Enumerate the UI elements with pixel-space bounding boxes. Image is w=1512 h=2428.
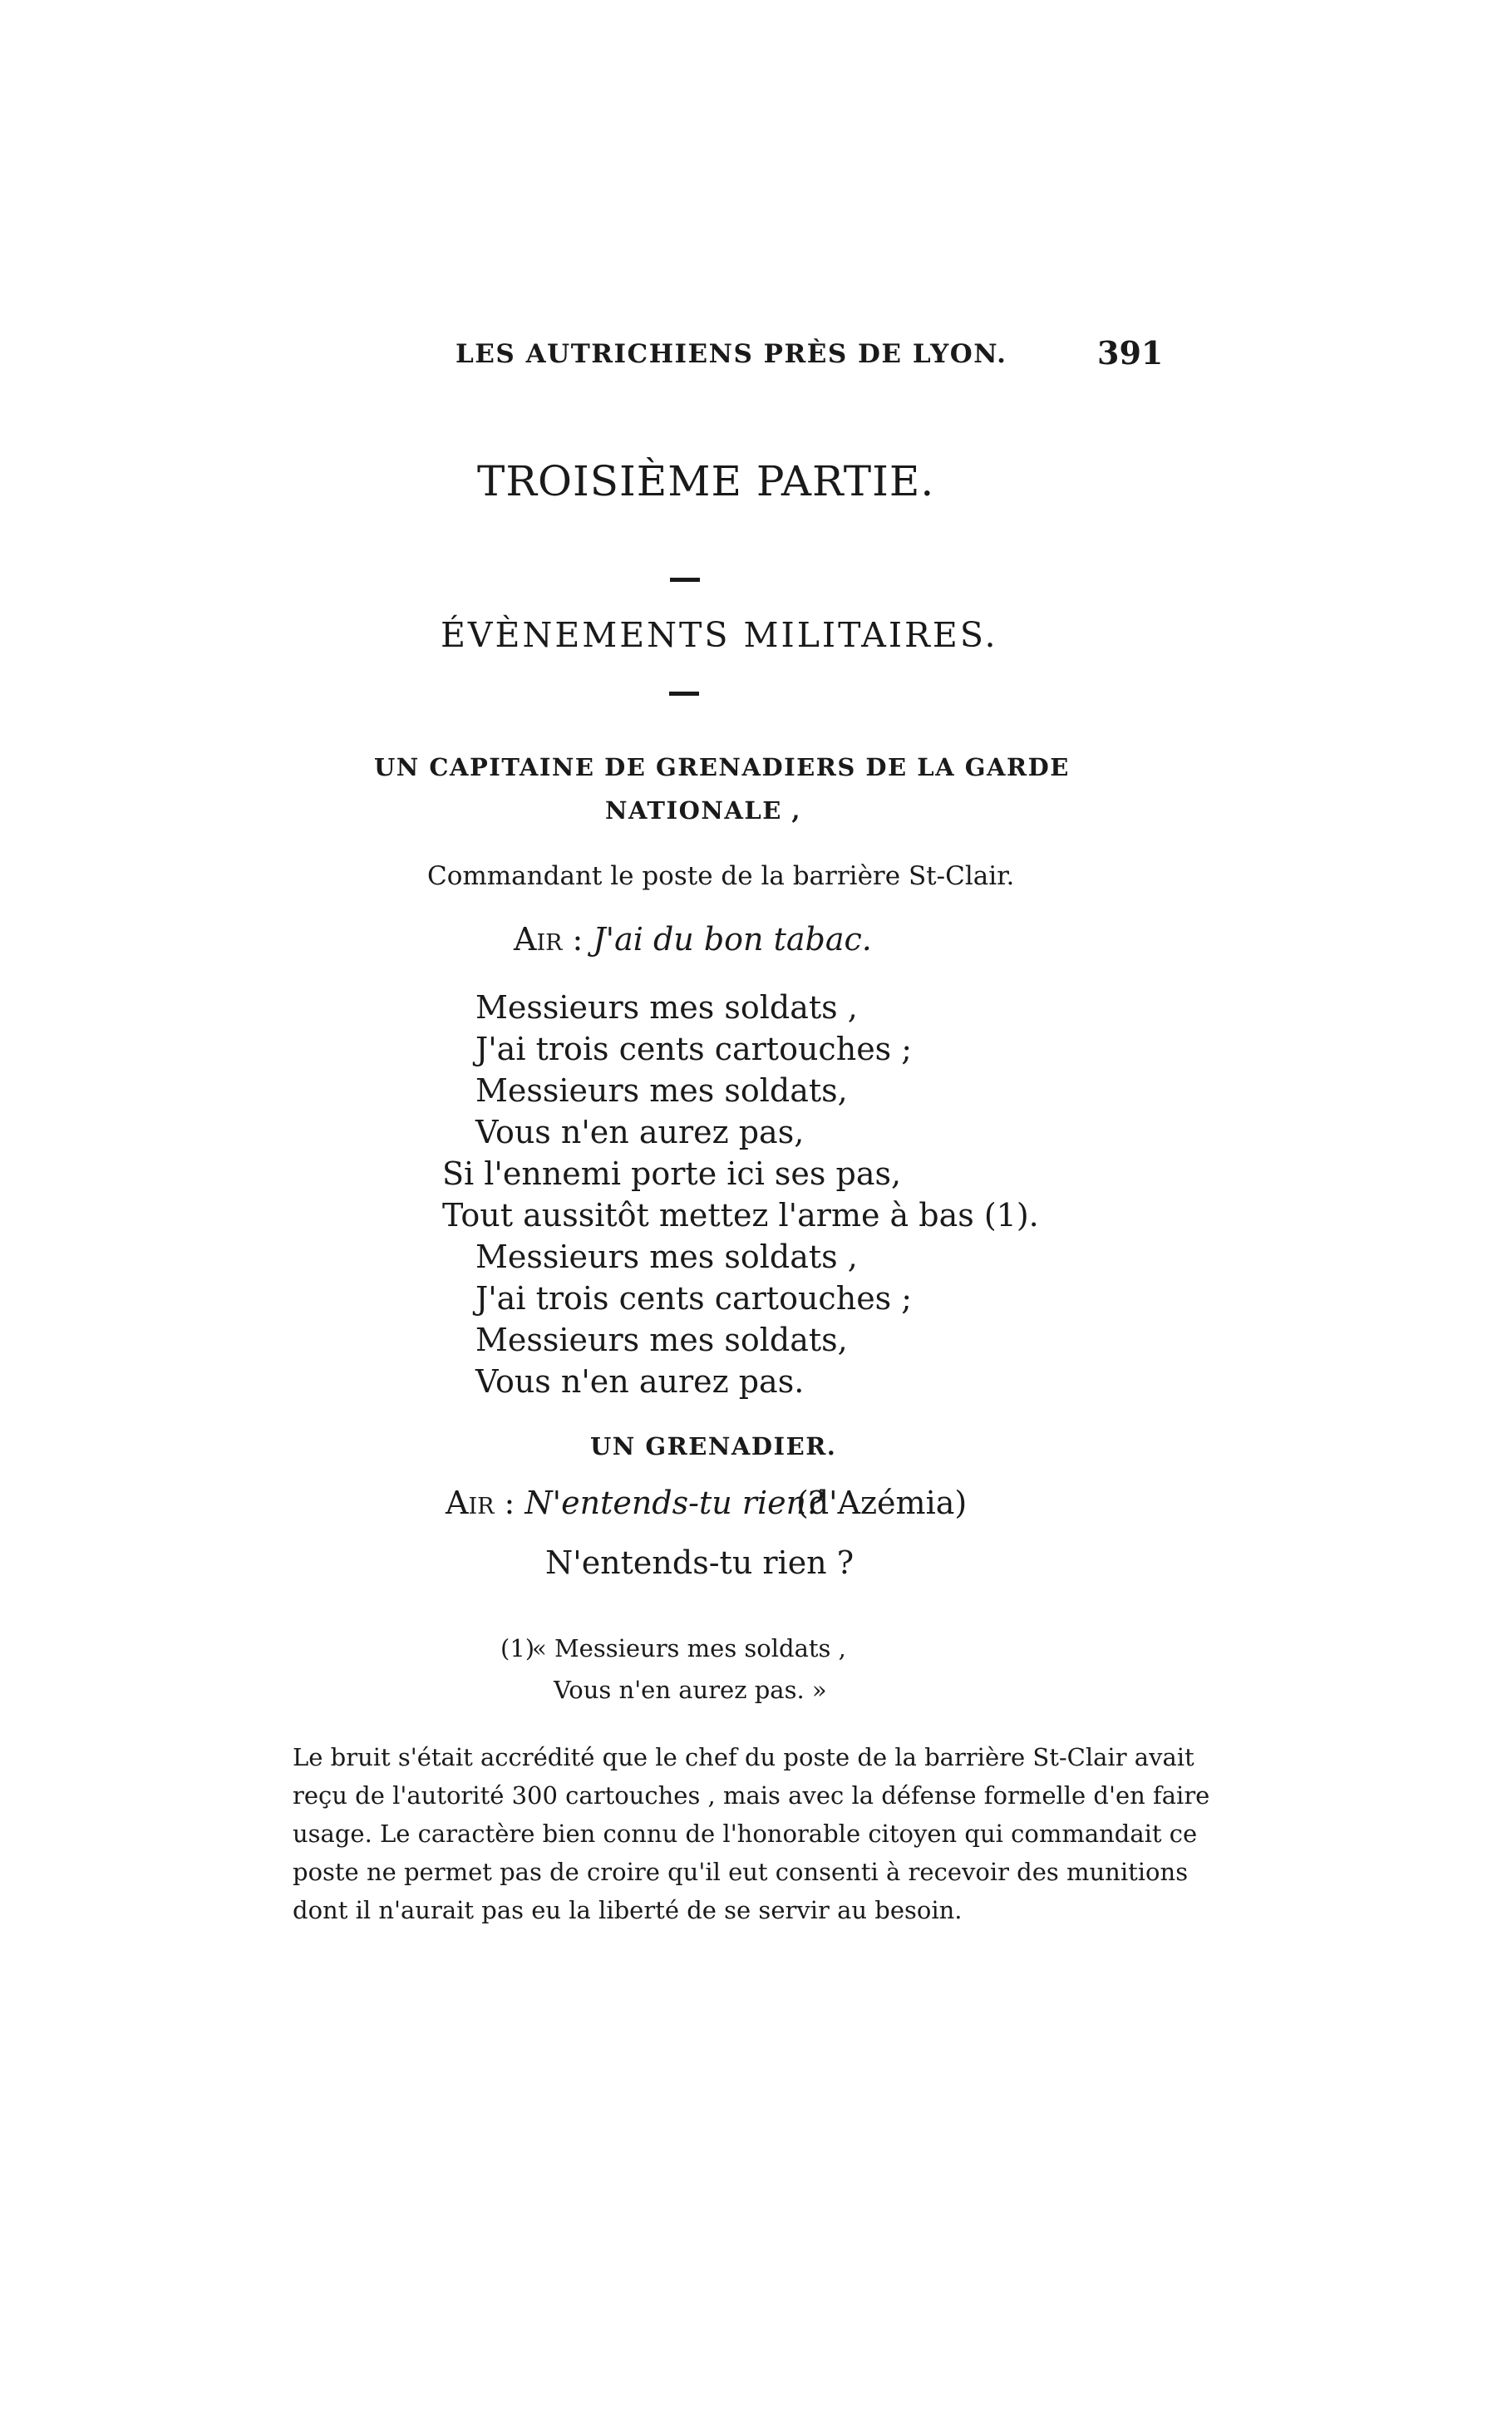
footnote-text-line: Le bruit s'était accrédité que le chef du poste de la barrière St-Clair avait — [293, 1743, 1194, 1771]
air-separator: : — [494, 1485, 525, 1521]
footnote-text-line: poste ne permet pas de croire qu'il eut consenti à recevoir des munitions — [293, 1858, 1189, 1886]
running-head: LES AUTRICHIENS PRÈS DE LYON. — [456, 339, 1007, 369]
verse-line: Messieurs mes soldats, — [475, 1322, 848, 1358]
verse-line: Vous n'en aurez pas. — [475, 1363, 805, 1400]
footnote-quote-line1: « Messieurs mes soldats , — [532, 1634, 846, 1662]
air-title: N'entends-tu rien? — [525, 1485, 824, 1521]
verse-line: Tout aussitôt mettez l'arme à bas (1). — [442, 1197, 1039, 1234]
air-source: (d'Azémia) — [796, 1485, 968, 1521]
verse-line: Vous n'en aurez pas, — [475, 1114, 805, 1150]
page-number: 391 — [1097, 334, 1164, 372]
air-indication — [514, 921, 872, 958]
verse-line: J'ai trois cents cartouches ; — [475, 1031, 913, 1067]
footnote-text-line: reçu de l'autorité 300 cartouches , mais avec la défense formelle d'en faire — [293, 1781, 1210, 1810]
verse-line: J'ai trois cents cartouches ; — [475, 1280, 913, 1317]
footnote-marker: (1) — [500, 1634, 535, 1662]
verse-line: Si l'ennemi porte ici ses pas, — [442, 1155, 902, 1192]
speaker-role: Commandant le poste de la barrière St-Clair. — [427, 861, 1015, 891]
verse-line: Messieurs mes soldats, — [475, 1072, 848, 1109]
footnote-quote-line2: Vous n'en aurez pas. » — [554, 1676, 827, 1704]
speaker-heading: UN GRENADIER. — [590, 1432, 837, 1460]
verse-line: Messieurs mes soldats , — [475, 1239, 858, 1275]
divider-dash — [669, 692, 699, 696]
divider-dash — [670, 578, 700, 582]
speaker-heading-line2: NATIONALE , — [605, 796, 802, 825]
speaker-heading-line1: UN CAPITAINE DE GRENADIERS DE LA GARDE — [374, 753, 1070, 781]
section-title: TROISIÈME PARTIE. — [477, 457, 935, 505]
verse-line: Messieurs mes soldats , — [475, 989, 858, 1026]
verse-line: N'entends-tu rien ? — [545, 1544, 855, 1581]
air-title: J'ai du bon tabac. — [593, 921, 872, 958]
footnote-text-line: usage. Le caractère bien connu de l'honorable citoyen qui commandait ce — [293, 1820, 1198, 1848]
air-indication — [446, 1485, 823, 1521]
air-label: Air — [446, 1485, 495, 1521]
air-separator: : — [562, 921, 593, 958]
footnote-text-line: dont il n'aurait pas eu la liberté de se servir au besoin. — [293, 1896, 963, 1924]
section-subtitle: ÉVÈNEMENTS MILITAIRES. — [441, 615, 998, 655]
air-label: Air — [514, 921, 563, 958]
